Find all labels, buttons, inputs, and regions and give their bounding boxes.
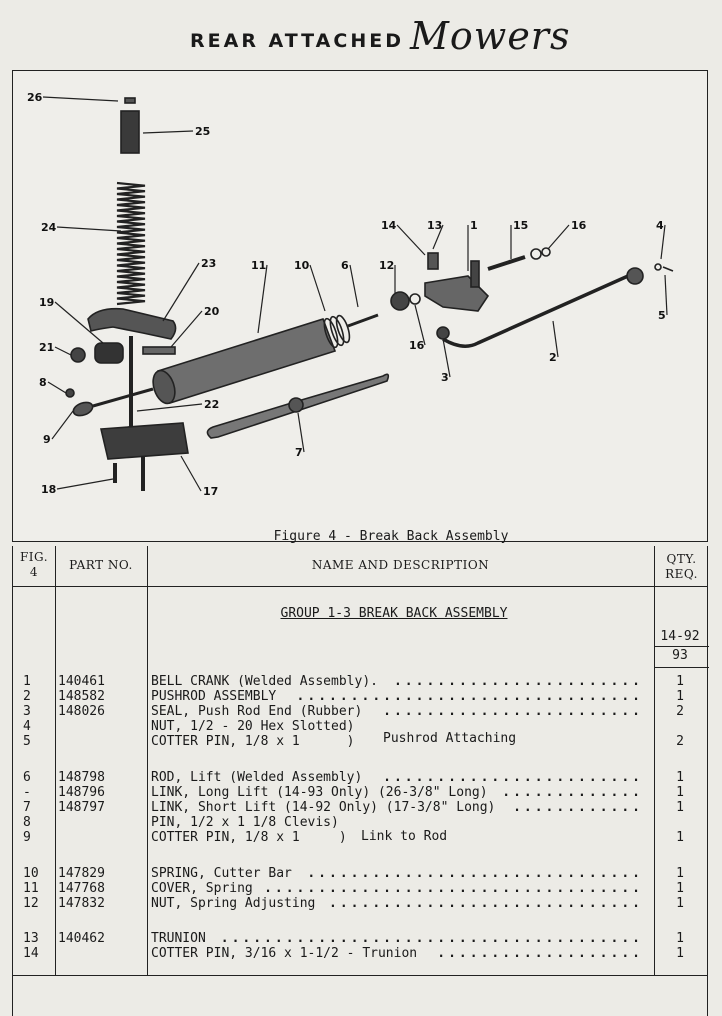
row-part-number: 148797 [58, 800, 105, 815]
row-quantity: 1 [676, 866, 684, 881]
row-fig-number: 5 [23, 734, 31, 749]
row-fig-number: 9 [23, 830, 31, 845]
table-row [13, 770, 709, 785]
part-7-link-eye [289, 398, 303, 412]
part-12-washer [391, 292, 409, 310]
part-26-cap [125, 98, 135, 103]
note-link-to-rod: Link to Rod [361, 829, 448, 844]
part-11-cover [149, 319, 335, 406]
table-row [13, 931, 709, 946]
row-description: PUSHROD ASSEMBLY [151, 689, 277, 704]
row-part-number: 148798 [58, 770, 105, 785]
callout-leader [143, 131, 193, 133]
callout-leader [57, 479, 113, 489]
row-quantity: 1 [676, 800, 684, 815]
table-row [13, 674, 709, 689]
row-part-number: 148796 [58, 785, 105, 800]
callout-number: 4 [656, 219, 664, 232]
header-script-title: Mowers [410, 14, 571, 58]
callout-number: 6 [341, 259, 349, 272]
row-quantity: 1 [676, 946, 684, 961]
callout-number: 3 [441, 371, 449, 384]
row-description: SEAL, Push Rod End (Rubber) [151, 704, 363, 719]
header-title: REAR ATTACHED [190, 30, 404, 52]
table-row [13, 881, 709, 896]
part-24-spring [117, 183, 145, 304]
row-fig-number: 3 [23, 704, 31, 719]
row-quantity: 1 [676, 689, 684, 704]
part-23-clamp [88, 309, 176, 339]
row-fig-number: 12 [23, 896, 39, 911]
part-21-nut [71, 348, 85, 362]
part-20-bolt [143, 347, 175, 354]
part-9-clevis [72, 400, 95, 418]
part-19-bushing [95, 343, 123, 363]
table-row [13, 785, 709, 800]
callout-leader [55, 347, 71, 355]
part-25-sleeve [121, 111, 139, 153]
header-divider [13, 586, 707, 587]
row-description: TRUNION [151, 931, 206, 946]
table-row [13, 734, 709, 749]
row-fig-number: 11 [23, 881, 39, 896]
part-15-pin [488, 257, 525, 269]
callout-leader [258, 265, 267, 333]
row-part-number: 148026 [58, 704, 105, 719]
row-fig-number: 10 [23, 866, 39, 881]
row-leader-dots: ............ [513, 800, 643, 815]
callout-leader [48, 382, 66, 393]
row-fig-number: 2 [23, 689, 31, 704]
table-row [13, 815, 709, 830]
row-quantity: 1 [676, 830, 684, 845]
row-part-number: 148582 [58, 689, 105, 704]
table-row [13, 689, 709, 704]
part-2-rod-end [627, 268, 643, 284]
part-6-lift-rod [348, 315, 378, 326]
row-description: COVER, Spring [151, 881, 253, 896]
row-part-number: 147829 [58, 866, 105, 881]
row-fig-number: - [23, 785, 31, 800]
callout-number: 8 [39, 376, 47, 389]
callout-leader [52, 411, 73, 439]
row-quantity: 2 [676, 704, 684, 719]
part-3-seal [437, 327, 449, 339]
note-pushrod-attaching: Pushrod Attaching [383, 731, 517, 746]
figure-caption [0, 529, 722, 544]
row-fig-number: 6 [23, 770, 31, 785]
callout-number: 17 [203, 485, 219, 498]
callout-leader [350, 265, 358, 307]
callout-leader [181, 456, 201, 491]
row-leader-dots: ............. [502, 785, 643, 800]
callout-number: 15 [513, 219, 529, 232]
row-description: PIN, 1/2 x 1 1/8 Clevis) [151, 815, 339, 830]
part-4-nut [655, 264, 661, 270]
row-part-number: 140462 [58, 931, 105, 946]
table-row [13, 946, 709, 961]
callout-number: 24 [41, 221, 57, 234]
row-leader-dots: ................................... [264, 881, 643, 896]
header-fig: FIG. 4 [19, 550, 49, 579]
callout-number: 16 [571, 219, 587, 232]
part-16-nut [542, 248, 550, 256]
callout-number: 13 [427, 219, 443, 232]
part-13-trunion [428, 253, 438, 269]
row-part-number: 140461 [58, 674, 105, 689]
callout-leader [137, 404, 202, 411]
table-row [13, 896, 709, 911]
callout-number: 26 [27, 91, 43, 104]
parts-table [12, 546, 708, 976]
qty-model-1: 14-92 [660, 629, 700, 644]
callout-number: 21 [39, 341, 55, 354]
row-leader-dots: ....................... [393, 674, 643, 689]
row-quantity: 1 [676, 881, 684, 896]
row-fig-number: 8 [23, 815, 31, 830]
row-fig-number: 14 [23, 946, 39, 961]
part-16-washer-b [531, 249, 541, 259]
callout-leader [43, 97, 118, 101]
row-part-number: 147832 [58, 896, 105, 911]
callout-leader [57, 227, 121, 231]
header-part-no: PART NO. [69, 558, 133, 572]
table-row [13, 800, 709, 815]
row-leader-dots: ........................ [383, 770, 643, 785]
callout-number: 5 [658, 309, 666, 322]
exploded-view-figure [12, 70, 708, 542]
table-row [13, 866, 709, 881]
row-part-number: 147768 [58, 881, 105, 896]
callout-leader [548, 225, 569, 249]
callout-number: 19 [39, 296, 55, 309]
callout-number: 2 [549, 351, 557, 364]
row-description: ROD, Lift (Welded Assembly) [151, 770, 363, 785]
row-description: COTTER PIN, 1/8 x 1 ) [151, 830, 347, 845]
callout-number: 18 [41, 483, 57, 496]
callout-leader [310, 265, 325, 311]
table-row [13, 704, 709, 719]
callout-number: 12 [379, 259, 395, 272]
callout-number: 1 [470, 219, 478, 232]
callout-number: 11 [251, 259, 267, 272]
row-description: BELL CRANK (Welded Assembly). [151, 674, 378, 689]
group-title: GROUP 1-3 BREAK BACK ASSEMBLY [280, 606, 508, 621]
row-quantity: 1 [676, 896, 684, 911]
part-8-pin [66, 389, 74, 397]
row-fig-number: 13 [23, 931, 39, 946]
callout-number: 23 [201, 257, 217, 270]
callout-leader [397, 225, 425, 255]
exploded-view-drawing [13, 71, 709, 543]
row-leader-dots: ................................ [296, 689, 643, 704]
callout-number: 20 [204, 305, 220, 318]
part-1-stud [471, 261, 479, 287]
part-5-cotter [663, 267, 673, 271]
callout-leader [163, 263, 199, 321]
row-leader-dots: ........................ [383, 704, 643, 719]
qty-model-header [651, 628, 709, 668]
row-quantity: 1 [676, 770, 684, 785]
row-description: COTTER PIN, 1/8 x 1 ) [151, 734, 355, 749]
row-quantity: 1 [676, 931, 684, 946]
header-qty-req: QTY. REQ. [665, 552, 698, 581]
row-leader-dots: ............................. [329, 896, 643, 911]
callout-number: 14 [381, 219, 397, 232]
callout-number: 22 [204, 398, 220, 411]
page-header [0, 14, 722, 64]
part-17-bracket [101, 423, 188, 459]
callout-number: 25 [195, 125, 211, 138]
row-description: COTTER PIN, 3/16 x 1-1/2 - Trunion [151, 946, 418, 961]
callout-number: 7 [295, 446, 303, 459]
row-description: NUT, 1/2 - 20 Hex Slotted) [151, 719, 355, 734]
callout-number: 16 [409, 339, 425, 352]
row-fig-number: 7 [23, 800, 31, 815]
row-fig-number: 1 [23, 674, 31, 689]
row-quantity: 1 [676, 674, 684, 689]
callout-number: 9 [43, 433, 51, 446]
page-bottom-edge [12, 976, 708, 1016]
row-leader-dots: ................... [437, 946, 643, 961]
part-16-washer-a [410, 294, 420, 304]
table-row [13, 719, 709, 734]
qty-model-2: 93 [672, 648, 688, 663]
row-fig-number: 4 [23, 719, 31, 734]
callout-number: 10 [294, 259, 310, 272]
row-quantity: 1 [676, 785, 684, 800]
row-description: SPRING, Cutter Bar [151, 866, 292, 881]
row-description: LINK, Short Lift (14-92 Only) (17-3/8" Long) [151, 800, 496, 815]
row-leader-dots: ....................................... [220, 931, 643, 946]
row-description: LINK, Long Lift (14-93 Only) (26-3/8" Long) [151, 785, 488, 800]
figure-caption-text: Figure 4 - Break Back Assembly [273, 529, 509, 544]
row-description: NUT, Spring Adjusting [151, 896, 316, 911]
row-leader-dots: ............................... [307, 866, 643, 881]
row-quantity: 2 [676, 734, 684, 749]
header-name-description: NAME AND DESCRIPTION [311, 558, 490, 572]
